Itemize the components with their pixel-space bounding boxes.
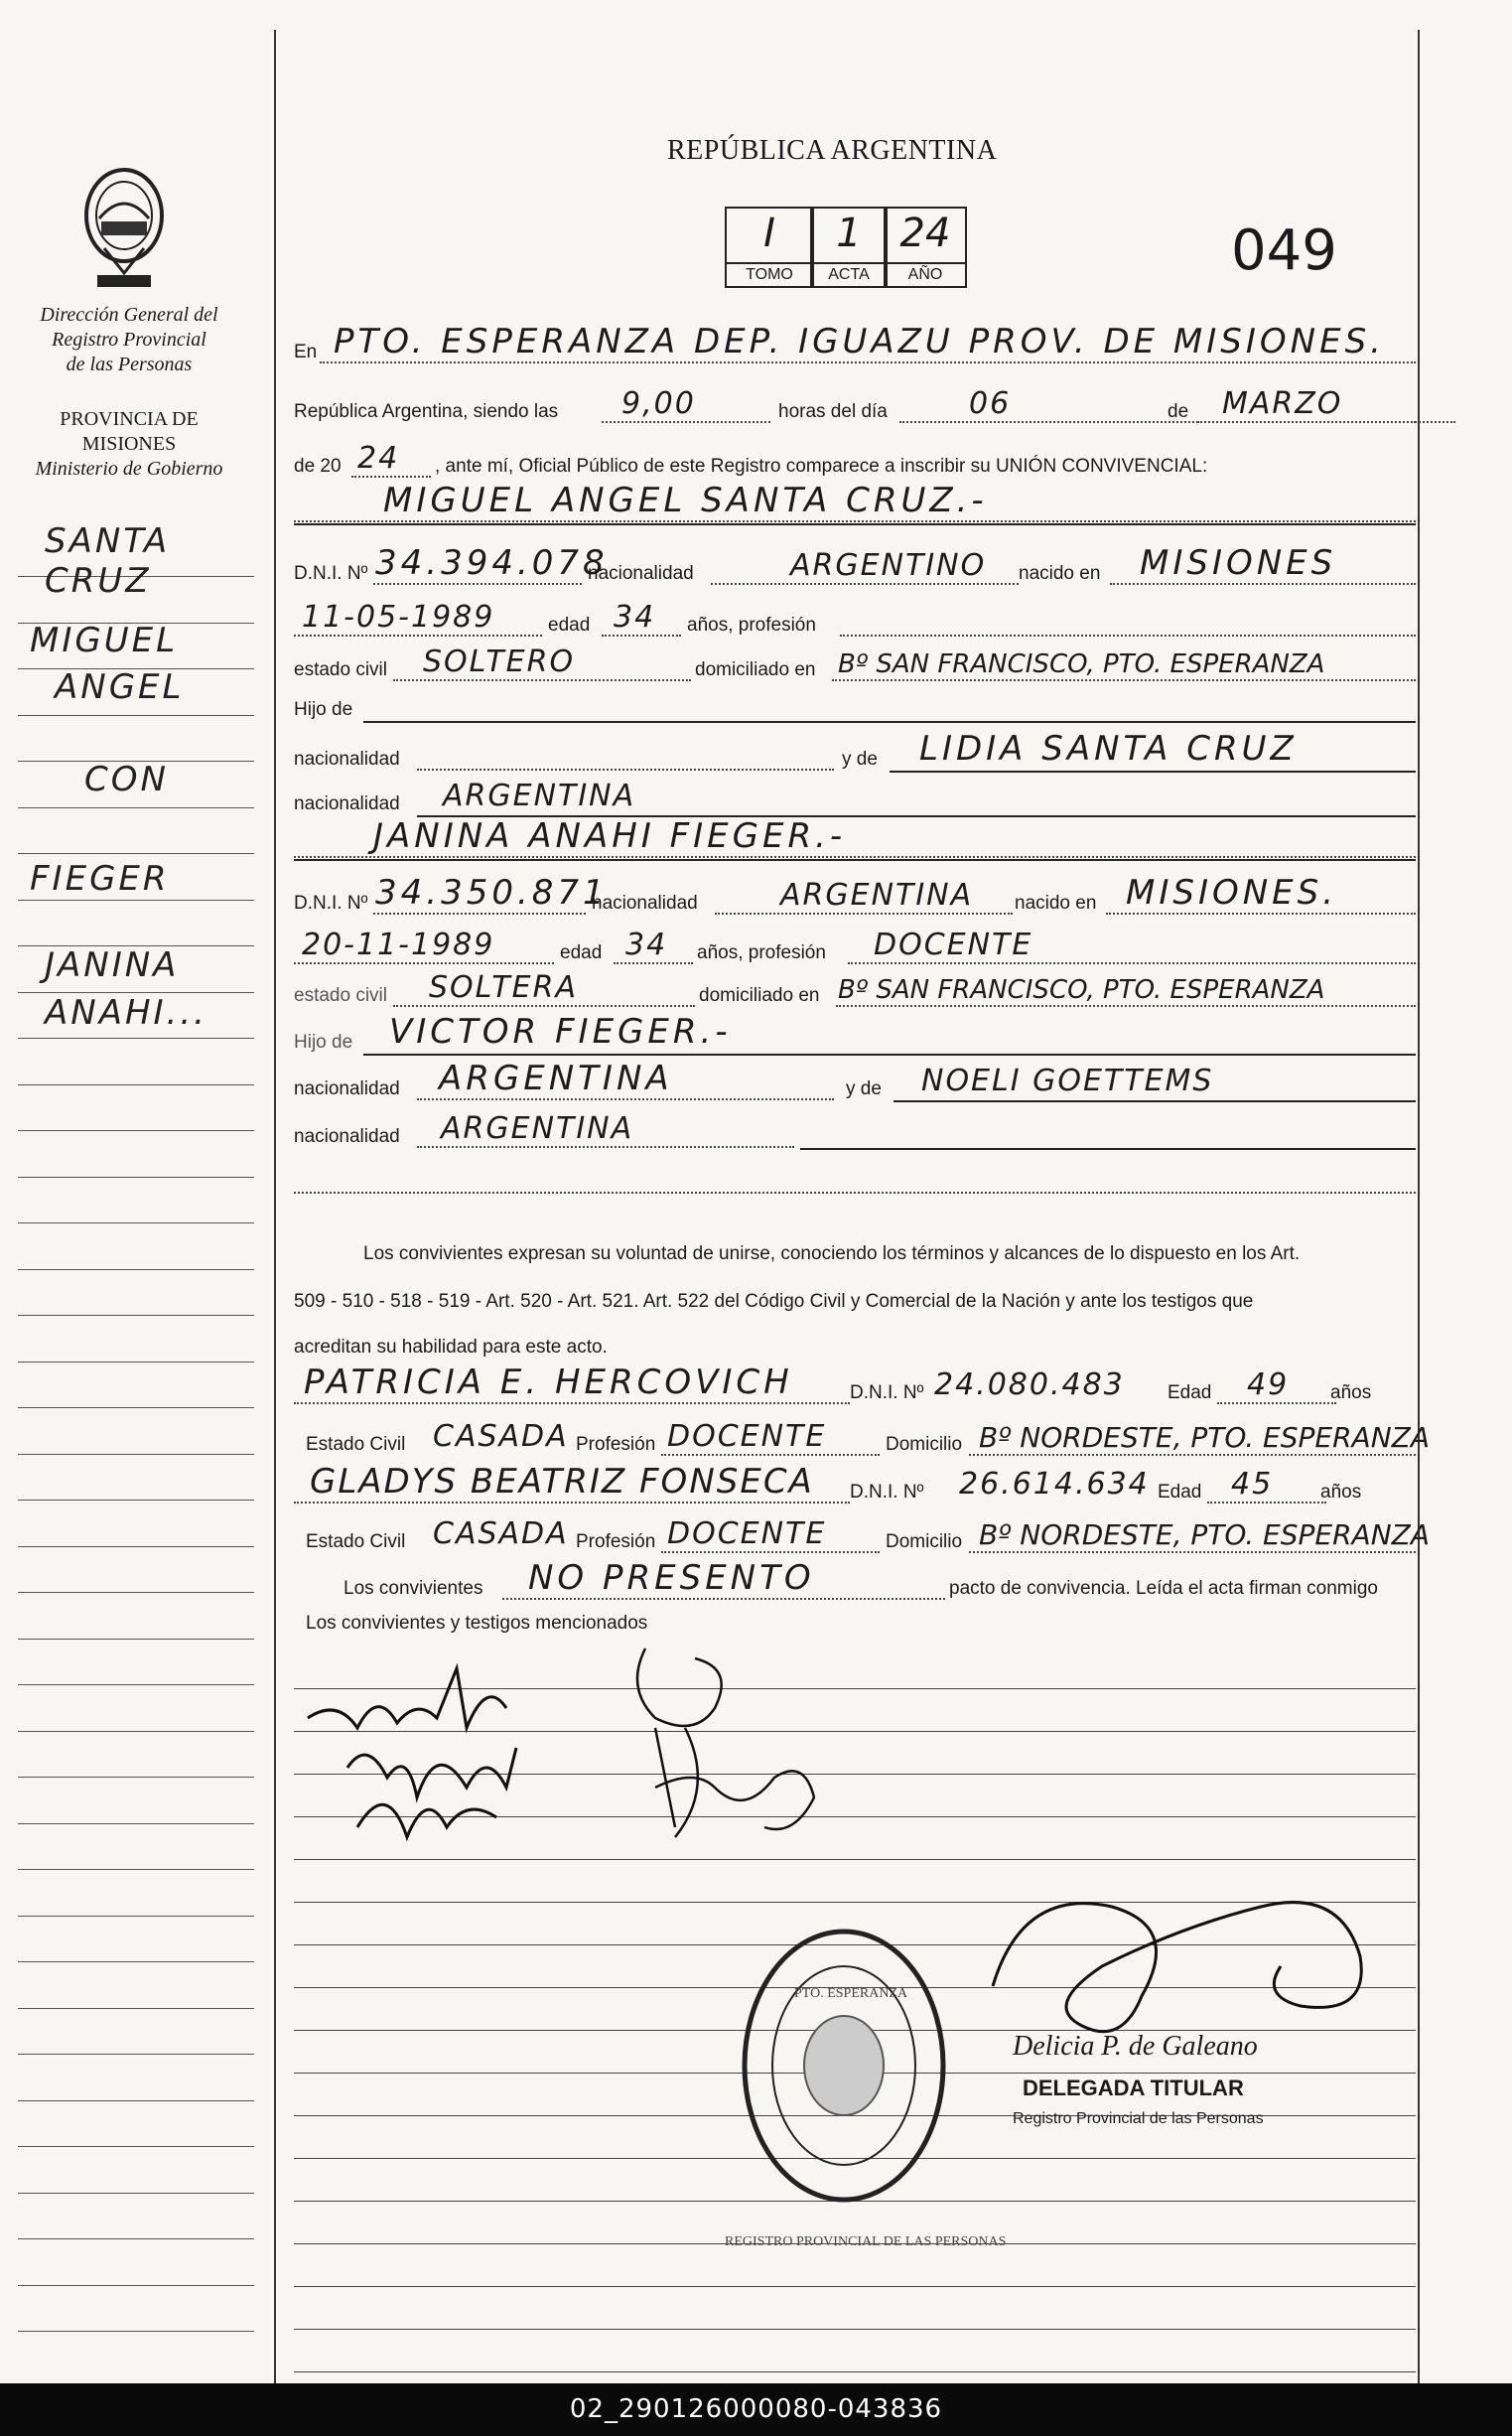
dotted-line: [969, 1454, 1416, 1456]
institution-line: Registro Provincial: [52, 329, 206, 351]
margin-rule: [18, 853, 254, 854]
y-de-label: y de: [842, 749, 878, 770]
legal-line-1: Los convivientes expresan su voluntad de unirse, conociendo los términos y alcances de lo dispuesto en los Art.: [363, 1243, 1301, 1264]
hijo-label: Hijo de: [294, 699, 353, 720]
pacto-label: pacto de convivencia. Leída el acta firman conmigo: [949, 1578, 1378, 1599]
p2-padre: VICTOR FIEGER.-: [389, 1012, 732, 1052]
institution-line: de las Personas: [66, 354, 193, 375]
scan-code-bar: 02_290126000080-043836: [0, 2383, 1512, 2436]
row-time: [294, 387, 1416, 427]
w2-name: GLADYS BEATRIZ FONSECA: [310, 1462, 814, 1502]
p1-madre: LIDIA SANTA CRUZ: [919, 729, 1298, 769]
margin-note-name: ANAHI...: [45, 993, 207, 1033]
dni-label: D.N.I. Nº: [850, 1482, 924, 1503]
margin-rule: [18, 1916, 254, 1917]
margin-rule: [18, 1222, 254, 1223]
anio-label: AÑO: [886, 262, 965, 286]
row-p1-mother-nat: [294, 780, 1416, 819]
row-p1-civil: [294, 645, 1416, 685]
dotted-line: [1207, 1502, 1326, 1504]
tomo-label: TOMO: [727, 262, 812, 286]
dotted-line: [294, 1192, 1416, 1194]
en-label: En: [294, 342, 318, 362]
provincial-seal-icon: [79, 164, 169, 293]
mes-value: MARZO: [1222, 386, 1343, 421]
domicilio-label: domiciliado en: [699, 985, 820, 1006]
margin-rule: [18, 2193, 254, 2194]
dotted-line: [1106, 913, 1416, 915]
margin-rule: [18, 2331, 254, 2332]
margin-rule: [18, 900, 254, 901]
nacionalidad-label: nacionalidad: [592, 893, 698, 914]
row-p1-mother: [294, 729, 1416, 775]
solid-line: [800, 1148, 1416, 1150]
margin-rule: [18, 1130, 254, 1131]
estado-civil-label: Estado Civil: [306, 1434, 406, 1455]
margin-rule: [18, 1454, 254, 1455]
row-p1-name: [294, 481, 1416, 526]
margin-divider: [274, 30, 276, 2383]
official-name: Delicia P. de Galeano: [1013, 2031, 1258, 2062]
signature-rule: [294, 2371, 1416, 2372]
w2-profesion: DOCENTE: [667, 1516, 827, 1551]
margin-rule: [18, 1546, 254, 1547]
profesion-label: Profesión: [576, 1531, 656, 1552]
estado-civil-label: estado civil: [294, 659, 387, 680]
signature-rule: [294, 2286, 1416, 2287]
p1-nacionalidad: ARGENTINO: [790, 548, 987, 583]
margin-rule: [18, 1269, 254, 1270]
dia-value: 06: [969, 386, 1012, 421]
signature-rule: [294, 2329, 1416, 2330]
row-p2-father: [294, 1012, 1416, 1058]
dotted-line: [417, 1146, 794, 1148]
margin-note-name: JANINA: [45, 945, 180, 985]
anios-label: años: [1330, 1382, 1372, 1403]
w2-edad: 45: [1231, 1467, 1274, 1502]
nacido-label: nacido en: [1019, 563, 1101, 584]
margin-note-name: ANGEL: [55, 667, 185, 707]
anio-box: [884, 207, 967, 288]
w1-profesion: DOCENTE: [667, 1419, 827, 1454]
dotted-line: [294, 635, 542, 637]
dotted-line: [294, 856, 1416, 858]
solid-line: [893, 1100, 1416, 1102]
p1-dni: 34.394.078: [375, 543, 609, 583]
dotted-line: [393, 679, 691, 681]
dotted-line: [294, 1502, 850, 1504]
row-place: [294, 322, 1416, 367]
dotted-line: [602, 421, 770, 423]
w2-dni: 26.614.634: [959, 1467, 1150, 1502]
row-p2-mother: [294, 1059, 1416, 1104]
de20-label: de 20: [294, 456, 342, 477]
anios-profesion-label: años, profesión: [687, 615, 816, 636]
right-border: [1418, 30, 1420, 2383]
institution-line: Dirección General del: [40, 304, 218, 326]
p2-profesion: DOCENTE: [874, 928, 1033, 962]
section-rule: [294, 859, 1416, 861]
dotted-line: [393, 1005, 695, 1007]
margin-rule: [18, 807, 254, 808]
margin-rule: [18, 1777, 254, 1778]
hijo-label: Hijo de: [294, 1032, 353, 1053]
margin-rule: [18, 1361, 254, 1362]
solid-line: [363, 1054, 1416, 1056]
domicilio-label: domiciliado en: [695, 659, 816, 680]
row-p2-civil: [294, 971, 1416, 1011]
pacto-value: NO PRESENTO: [528, 1558, 815, 1598]
dotted-line: [661, 1551, 880, 1553]
margin-rule: [18, 1823, 254, 1824]
margin-rule: [18, 715, 254, 716]
dotted-line: [614, 962, 693, 964]
p2-fecha: 20-11-1989: [302, 928, 495, 962]
convivientes-label: Los convivientes: [344, 1578, 483, 1599]
w2-domicilio: Bº NORDESTE, PTO. ESPERANZA: [979, 1518, 1430, 1551]
anio-value: 24: [357, 441, 400, 476]
margin-rule: [18, 1038, 254, 1039]
margin-rule: [18, 2238, 254, 2239]
ministry-line: Ministerio de Gobierno: [35, 458, 223, 480]
dni-label: D.N.I. Nº: [850, 1382, 924, 1403]
estado-civil-label: estado civil: [294, 985, 387, 1006]
solid-line: [363, 721, 1416, 723]
dotted-line: [1217, 1402, 1336, 1404]
margin-rule: [18, 1592, 254, 1593]
horas-label: horas del día: [778, 401, 888, 422]
w1-domicilio: Bº NORDESTE, PTO. ESPERANZA: [979, 1421, 1430, 1454]
row-pacto: [294, 1558, 1416, 1604]
dotted-line: [715, 913, 1013, 915]
official-title: DELEGADA TITULAR: [1023, 2076, 1244, 2100]
place-value: PTO. ESPERANZA DEP. IGUAZU PROV. DE MISIONES.: [334, 322, 1385, 361]
row-p1-dni: [294, 543, 1416, 589]
republica-label: República Argentina, siendo las: [294, 401, 559, 422]
dotted-line: [1110, 583, 1416, 585]
row-w2-details: [294, 1516, 1430, 1557]
margin-rule: [18, 2008, 254, 2009]
edad-label: edad: [548, 615, 591, 636]
dotted-line: [294, 1402, 850, 1404]
margin-rule: [18, 1084, 254, 1085]
p1-estado-civil: SOLTERO: [423, 645, 576, 679]
p1-fecha: 11-05-1989: [302, 600, 495, 635]
margin-note-con: CON: [84, 760, 169, 799]
country-title: REPÚBLICA ARGENTINA: [667, 135, 998, 166]
acta-value: 1: [836, 211, 862, 256]
anios-profesion-label: años, profesión: [697, 942, 826, 963]
margin-rule: [18, 1684, 254, 1685]
dotted-line: [373, 913, 586, 915]
p1-domicilio: Bº SAN FRANCISCO, PTO. ESPERANZA: [838, 649, 1325, 679]
edad-label: Edad: [1168, 1382, 1212, 1403]
dotted-line: [836, 1005, 1416, 1007]
margin-rule: [18, 1869, 254, 1870]
acta-label: ACTA: [812, 262, 886, 286]
edad-label: edad: [560, 942, 603, 963]
dotted-line: [351, 476, 431, 478]
p2-lugar: MISIONES.: [1126, 873, 1338, 913]
row-w1-details: [294, 1419, 1430, 1460]
margin-rule: [18, 1500, 254, 1501]
margin-rule: [18, 1961, 254, 1962]
margin-rule: [18, 1731, 254, 1732]
dotted-line: [1197, 421, 1416, 423]
p2-edad: 34: [625, 928, 668, 962]
nacionalidad-label: nacionalidad: [294, 1126, 400, 1147]
province-line: MISIONES: [81, 433, 177, 455]
hora-value: 9,00: [621, 386, 696, 421]
nacido-label: nacido en: [1015, 893, 1097, 914]
dotted-line: [711, 583, 1019, 585]
margin-rule: [18, 2054, 254, 2055]
seal-place-text: PTO. ESPERANZA: [794, 1986, 908, 2001]
official-seal-icon: [735, 1917, 953, 2215]
solid-line: [890, 771, 1416, 773]
dotted-line: [502, 1598, 945, 1600]
p2-estado-civil: SOLTERA: [429, 970, 578, 1005]
dotted-line: [848, 962, 1416, 964]
legal-line-2: 509 - 510 - 518 - 519 - Art. 520 - Art. 521. Art. 522 del Código Civil y Comercial de la Nación y ante los testigos que: [294, 1291, 1254, 1312]
acta-number: 049: [1231, 218, 1337, 283]
p2-nacionalidad: ARGENTINA: [780, 878, 974, 913]
margin-rule: [18, 2100, 254, 2101]
acta-box: [810, 207, 888, 288]
p2-domicilio: Bº SAN FRANCISCO, PTO. ESPERANZA: [838, 975, 1325, 1005]
nacionalidad-label: nacionalidad: [294, 1078, 400, 1099]
margin-rule: [18, 2285, 254, 2286]
nacionalidad-label: nacionalidad: [294, 749, 400, 770]
row-p2-dni: [294, 873, 1416, 919]
w1-name: PATRICIA E. HERCOVICH: [304, 1362, 793, 1402]
seal-ring-text: REGISTRO PROVINCIAL DE LAS PERSONAS: [725, 2234, 1007, 2249]
nacionalidad-label: nacionalidad: [588, 563, 694, 584]
row-p2-name: [294, 816, 1416, 862]
p1-lugar: MISIONES: [1140, 543, 1337, 583]
profesion-label: Profesión: [576, 1434, 656, 1455]
legal-line-3: acreditan su habilidad para este acto.: [294, 1337, 608, 1358]
margin-rule: [18, 1315, 254, 1316]
y-de-label: y de: [846, 1078, 882, 1099]
row-p1-father: [294, 685, 1416, 725]
signatures-icon: [298, 1629, 854, 1887]
dotted-line: [417, 769, 834, 771]
dotted-line: [294, 520, 1416, 522]
anios-label: años: [1320, 1482, 1362, 1503]
dotted-line: [832, 679, 1416, 681]
ante-label: , ante mí, Oficial Público de este Registro comparece a inscribir su UNIÓN CONVIVENCIAL:: [435, 456, 1208, 477]
tomo-value: I: [763, 211, 775, 256]
w2-estado-civil: CASADA: [433, 1516, 569, 1551]
margin-rule: [18, 1177, 254, 1178]
row-w2-name: [294, 1462, 1416, 1507]
margin-rule: [18, 2146, 254, 2147]
dotted-line: [661, 1454, 880, 1456]
dotted-line: [602, 635, 681, 637]
margin-rule: [18, 1639, 254, 1640]
w1-edad: 49: [1247, 1367, 1290, 1402]
dotted-line: [320, 361, 1416, 363]
anio-value: 24: [899, 211, 951, 256]
p1-madre-nacionalidad: ARGENTINA: [443, 779, 636, 813]
domicilio-label: Domicilio: [886, 1531, 963, 1552]
dotted-line: [969, 1551, 1416, 1553]
p2-padre-nacionalidad: ARGENTINA: [439, 1059, 673, 1098]
section-rule: [294, 523, 1416, 525]
p2-madre: NOELI GOETTEMS: [921, 1064, 1214, 1098]
p2-dni: 34.350.871: [375, 873, 609, 913]
margin-note-surname: FIEGER: [30, 859, 170, 899]
w1-estado-civil: CASADA: [433, 1419, 569, 1454]
row-p2-mother-nat: [294, 1112, 1416, 1152]
margin-note-surname: SANTA CRUZ: [45, 521, 171, 601]
domicilio-label: Domicilio: [886, 1434, 963, 1455]
edad-label: Edad: [1158, 1482, 1202, 1503]
row-w1-name: [294, 1362, 1416, 1408]
margin-rule: [18, 1407, 254, 1408]
w1-dni: 24.080.483: [934, 1367, 1125, 1402]
estado-civil-label: Estado Civil: [306, 1531, 406, 1552]
dni-label: D.N.I. Nº: [294, 563, 368, 584]
de-label: de: [1168, 401, 1189, 422]
p1-edad: 34: [614, 600, 656, 635]
p2-name: JANINA ANAHI FIEGER.-: [373, 816, 847, 856]
margin-note-name: MIGUEL: [30, 621, 179, 660]
dotted-line: [840, 635, 1416, 637]
p1-name: MIGUEL ANGEL SANTA CRUZ.-: [383, 481, 988, 520]
province-line: PROVINCIA DE: [60, 408, 199, 430]
official-registry: Registro Provincial de las Personas: [1013, 2110, 1264, 2127]
row-year: [294, 442, 1416, 482]
dotted-line: [373, 583, 582, 585]
row-p2-birth: [294, 929, 1416, 968]
dotted-line: [294, 962, 554, 964]
nacionalidad-label: nacionalidad: [294, 793, 400, 814]
row-p1-birth: [294, 601, 1416, 641]
tomo-box: [725, 207, 814, 288]
dotted-line: [417, 1098, 834, 1100]
firman-label: Los convivientes y testigos mencionados: [306, 1613, 648, 1634]
dni-label: D.N.I. Nº: [294, 893, 368, 914]
p2-madre-nacionalidad: ARGENTINA: [441, 1111, 634, 1146]
